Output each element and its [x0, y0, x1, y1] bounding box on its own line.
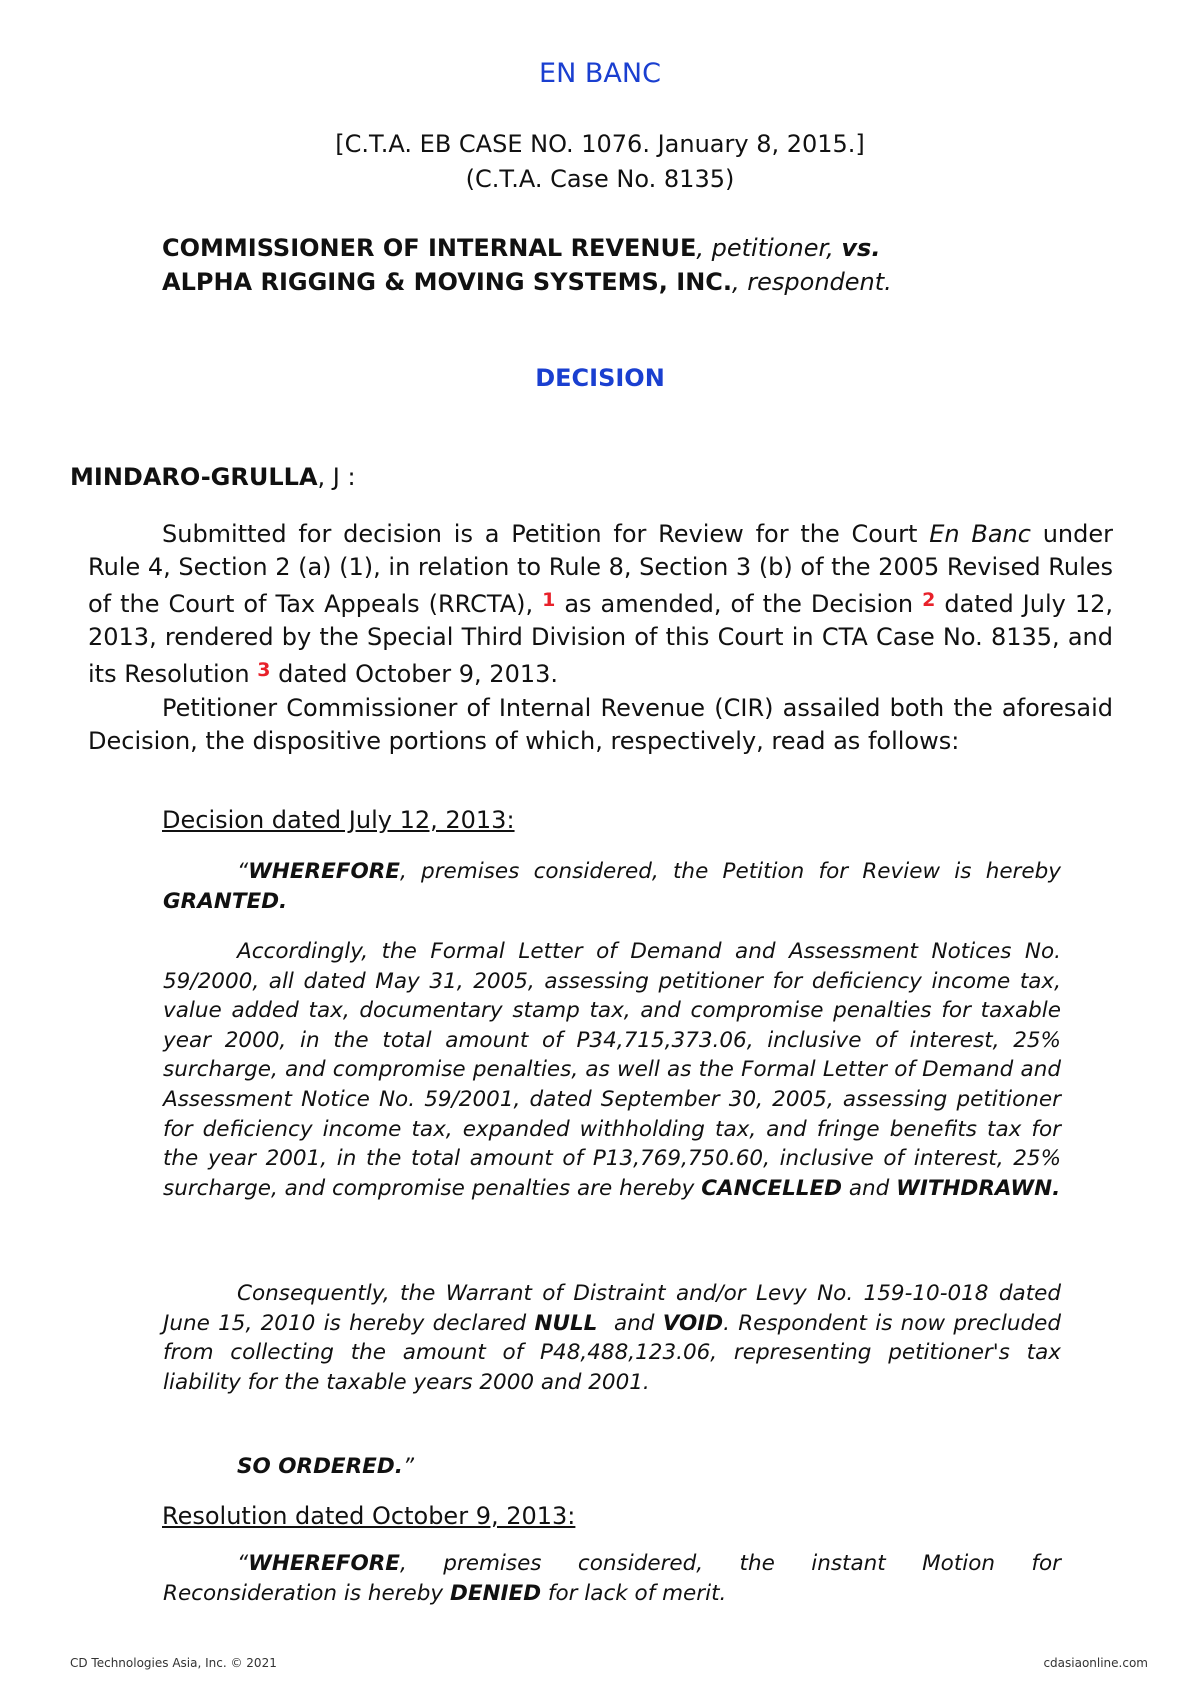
paragraph-1-text: dated October 9, 2013. — [270, 660, 559, 688]
decision-title: DECISION — [535, 364, 665, 392]
so-ordered: SO ORDERED. — [237, 1454, 403, 1479]
granted: GRANTED. — [163, 888, 288, 914]
wherefore: WHEREFORE — [248, 859, 400, 884]
quote-so-ordered — [163, 1452, 1061, 1482]
versus: vs. — [841, 234, 881, 262]
wherefore: WHEREFORE — [248, 1551, 400, 1576]
court-heading: EN BANC — [539, 58, 661, 89]
footer-website[interactable]: cdasiaonline.com — [1043, 1656, 1148, 1670]
quote-text: , premises considered, the Petition for Review is hereby — [399, 859, 1061, 884]
quote-text: and — [842, 1175, 897, 1201]
footnote-2[interactable]: 2 — [922, 589, 936, 611]
open-quote: “ — [237, 1551, 249, 1576]
petitioner-role: , petitioner, — [696, 234, 842, 262]
quote-text: Accordingly, the Formal Letter of Demand and Assessment Notices No. 59/2000, all dated May 31, 2005, assessing petitioner for deficiency income tax, value added tax, documentary stamp tax, and compromise penalties for taxable year 2000, in the total amount of P34,715,373.06, inclusive of interest, 25% surcharge, and compromise penalties, as well as the Formal Letter of Demand and Assessment Notice No. 59/2001, dated September 30, 2005, assessing petitioner for deficiency income tax, expanded withholding tax, and fringe benefits tax for the year 2001, in the total amount of P13,769,750.60, inclusive of interest, 25% surcharge, and compromise penalties are hereby — [163, 939, 1061, 1201]
petitioner-line — [162, 234, 880, 262]
decision-heading: Decision dated July 12, 2013: — [162, 806, 515, 834]
respondent-line — [162, 268, 892, 296]
resolution-heading: Resolution dated October 9, 2013: — [162, 1502, 576, 1530]
footer-copyright: CD Technologies Asia, Inc. © 2021 — [70, 1656, 277, 1670]
quote-text: . Respondent is now precluded from collecting the amount of P48,488,123.06, representing petitioner's tax liability for the taxable years 2000 and 2001. — [163, 1310, 1061, 1395]
void: VOID — [662, 1310, 724, 1336]
open-quote: “ — [237, 859, 249, 884]
denied: DENIED — [450, 1580, 542, 1606]
quote-text: for lack of merit. — [541, 1580, 727, 1606]
petitioner-name: COMMISSIONER OF INTERNAL REVENUE — [162, 234, 697, 262]
quote-accordingly — [163, 937, 1061, 1203]
respondent-role: , respondent. — [732, 268, 892, 296]
ponente — [70, 463, 356, 491]
quote-text: and — [597, 1310, 663, 1336]
case-number: [C.T.A. EB CASE NO. 1076. January 8, 2015.] — [335, 130, 865, 158]
null: NULL — [534, 1310, 598, 1336]
en-banc-italic: En Banc — [929, 520, 1031, 548]
footnote-1[interactable]: 1 — [542, 589, 556, 611]
withdrawn: WITHDRAWN. — [896, 1175, 1061, 1201]
paragraph-1 — [88, 518, 1113, 691]
quote-consequently — [163, 1279, 1061, 1397]
respondent-name: ALPHA RIGGING & MOVING SYSTEMS, INC. — [162, 268, 733, 296]
cancelled: CANCELLED — [701, 1175, 843, 1201]
close-quote: ” — [402, 1454, 415, 1479]
ponente-name: MINDARO-GRULLA — [70, 463, 318, 491]
footnote-3[interactable]: 3 — [257, 659, 271, 681]
paragraph-1-text: as amended, of the Decision — [555, 590, 923, 618]
quote-wherefore-denied — [163, 1549, 1061, 1608]
lower-case-number: (C.T.A. Case No. 8135) — [465, 165, 735, 193]
quote-text: Consequently, the Warrant of Distraint and/or Levy No. 159-10-018 dated June 15, 2010 is hereby declared — [163, 1281, 1061, 1336]
quote-text: , premises considered, the instant Motion for Reconsideration is hereby — [163, 1551, 1061, 1606]
paragraph-1-text: Submitted for decision is a Petition for Review for the Court — [162, 520, 930, 548]
quote-wherefore-granted — [163, 857, 1061, 916]
paragraph-1-text: dated July 12, 2013, rendered by the Special Third Division of this Court in CTA Case No. 8135, and its Resolution — [88, 590, 1113, 688]
ponente-suffix: , J : — [317, 463, 356, 491]
paragraph-1-text: under Rule 4, Section 2 (a) (1), in relation to Rule 8, Section 3 (b) of the 2005 Revised Rules of the Court of Tax Appeals (RRCTA), — [88, 520, 1114, 618]
paragraph-2: Petitioner Commissioner of Internal Revenue (CIR) assailed both the aforesaid Decision, the dispositive portions of which, respectively, read as follows: — [88, 694, 1113, 755]
